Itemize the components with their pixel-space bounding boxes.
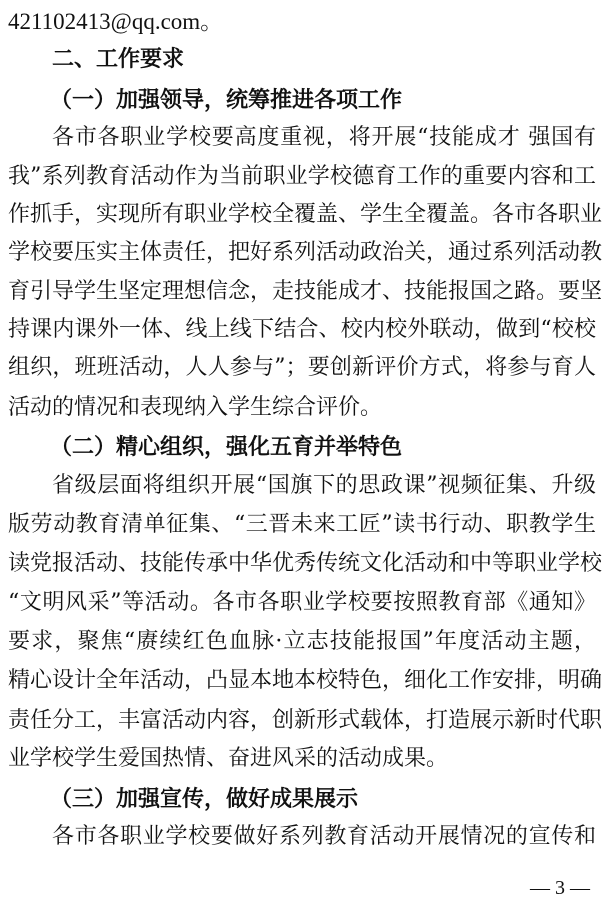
paragraph-line: 育引导学生坚定理想信念，走技能成才、技能报国之路。要坚 [8, 279, 603, 304]
paragraph-line: 精心设计全年活动，凸显本地本校特色，细化工作安排，明确 [8, 668, 603, 693]
paragraph-first-line: 省级层面将组织开展“国旗下的思政课”视频征集、升级 [52, 473, 596, 498]
subsection-heading: （二）精心组织，强化五育并举特色 [50, 434, 403, 460]
paragraph-line: 我”系列教育活动作为当前职业学校德育工作的重要内容和工 [8, 164, 596, 189]
email-text: 421102413@qq.com。 [8, 9, 224, 34]
paragraph-line: 责任分工，丰富活动内容，创新形式载体，打造展示新时代职 [8, 708, 603, 733]
page-number: — 3 — [530, 877, 590, 899]
paragraph-line: 持课内课外一体、线上线下结合、校内校外联动，做到“校校 [8, 317, 596, 342]
subsection-heading: （三）加强宣传，做好成果展示 [50, 786, 359, 812]
section-heading: 二、工作要求 [52, 47, 185, 72]
paragraph-line: 版劳动教育清单征集、“三晋未来工匠”读书行动、职教学生 [8, 512, 596, 537]
paragraph-last-line: 业学校学生爱国热情、奋进风采的活动成果。 [8, 746, 449, 771]
paragraph-last-line: 活动的情况和表现纳入学生综合评价。 [8, 395, 383, 420]
paragraph-first-line: 各市各职业学校要做好系列教育活动开展情况的宣传和 [52, 824, 596, 849]
paragraph-line: 组织，班班活动，人人参与”；要创新评价方式，将参与育人 [8, 355, 596, 380]
paragraph-line: 学校要压实主体责任，把好系列活动政治关，通过系列活动教 [8, 240, 603, 265]
subsection-heading: （一）加强领导，统筹推进各项工作 [50, 87, 403, 113]
paragraph-line: 读党报活动、技能传承中华优秀传统文化活动和中等职业学校 [8, 551, 603, 576]
paragraph-line: “文明风采”等活动。各市各职业学校要按照教育部《通知》 [8, 590, 596, 615]
paragraph-line: 作抓手，实现所有职业学校全覆盖、学生全覆盖。各市各职业 [8, 202, 603, 227]
paragraph-first-line: 各市各职业学校要高度重视，将开展“技能成才 强国有 [52, 125, 596, 150]
paragraph-line: 要求，聚焦“赓续红色血脉·立志技能报国”年度活动主题， [8, 629, 596, 654]
